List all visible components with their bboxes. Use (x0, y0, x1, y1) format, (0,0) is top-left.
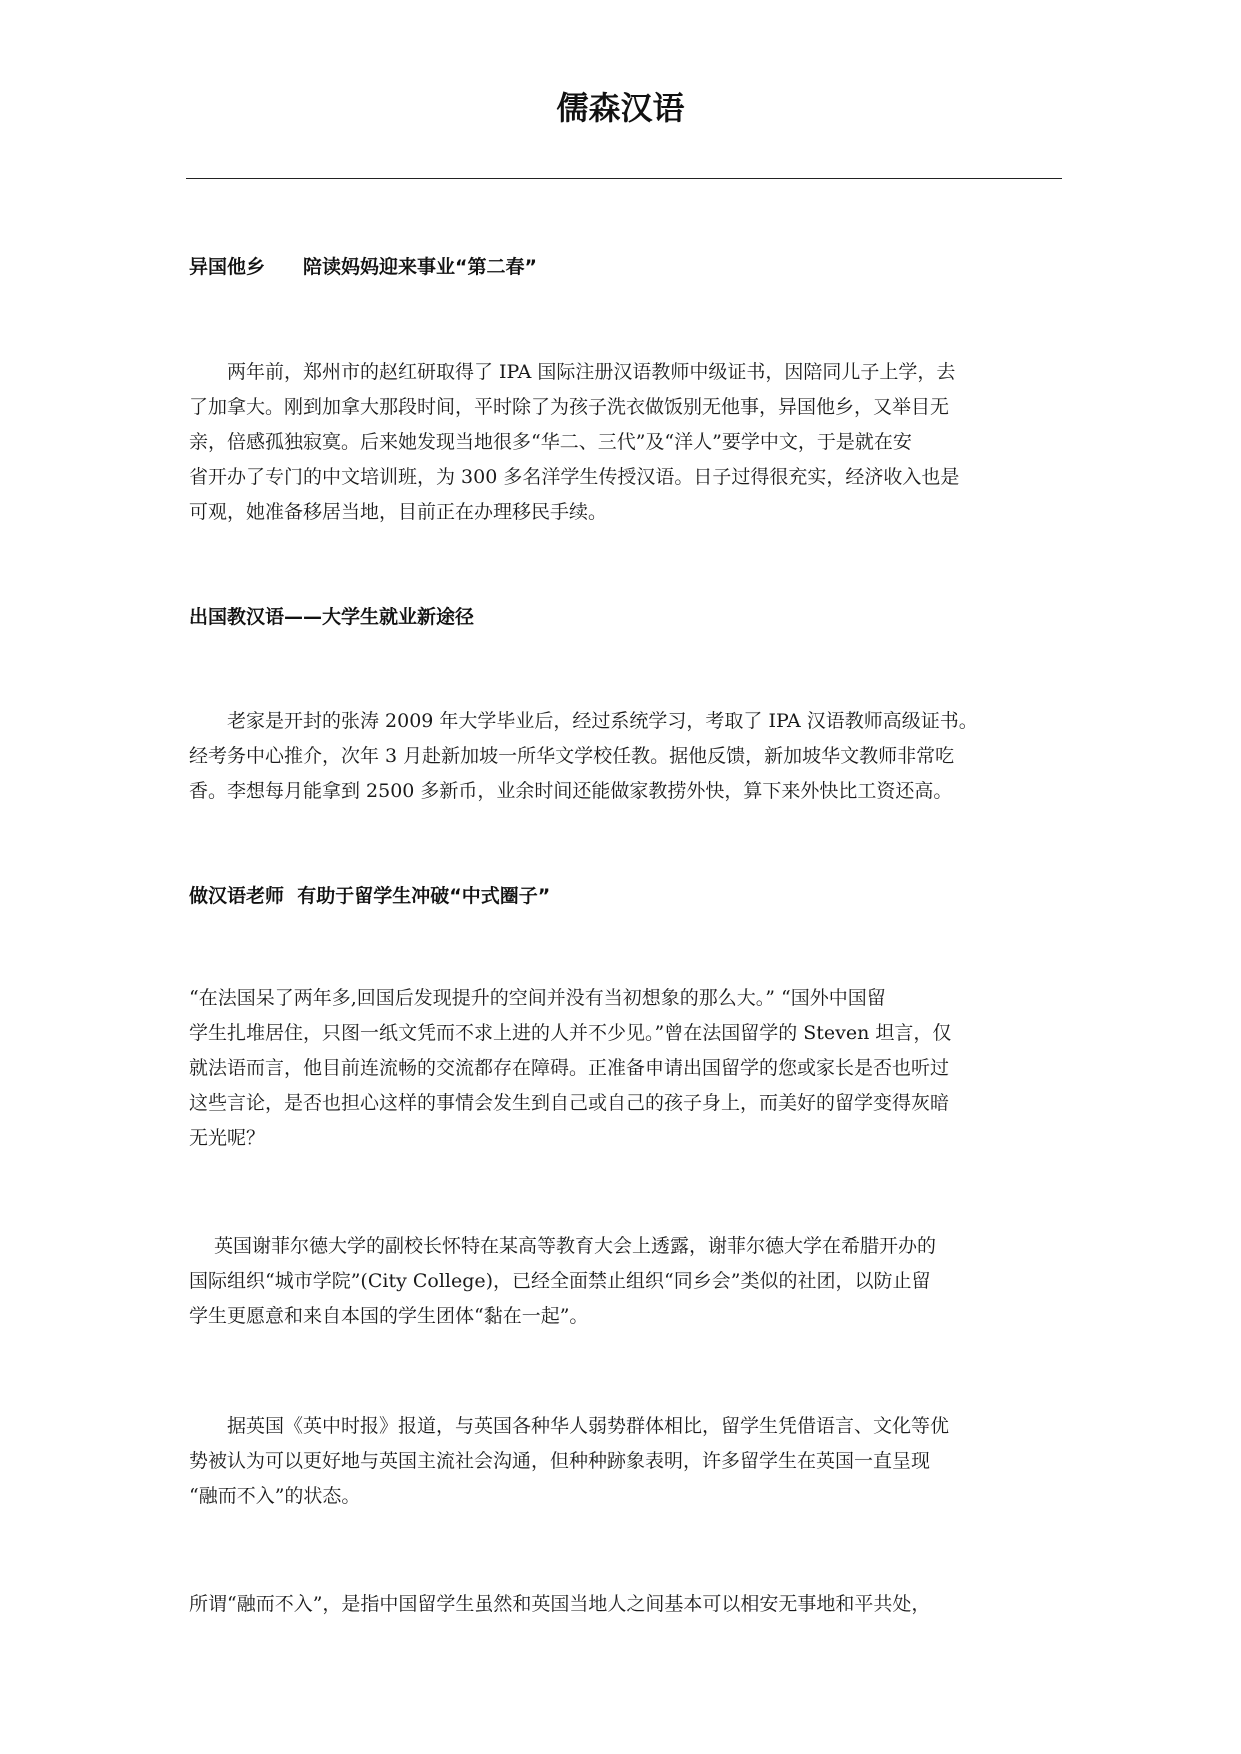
paragraph-line: 英国谢菲尔德大学的副校长怀特在某高等教育大会上透露，谢菲尔德大学在希腊开办的 (189, 1235, 937, 1257)
paragraph-line: 据英国《英中时报》报道，与英国各种华人弱势群体相比，留学生凭借语言、文化等优 (189, 1415, 950, 1437)
document-title: 儒森汉语 (556, 89, 685, 127)
paragraph (189, 1587, 1057, 1622)
paragraph-line: 国际组织“城市学院”(City College)，已经全面禁止组织“同乡会”类似的社团，以防止留 (189, 1270, 931, 1292)
paragraph-line: 这些言论，是否也担心这样的事情会发生到自己或自己的孩子身上，而美好的留学变得灰暗 (189, 1092, 950, 1114)
paragraph-line: 可观，她准备移居当地，目前正在办理移民手续。 (189, 501, 608, 523)
paragraph-line: 了加拿大。刚到加拿大那段时间，平时除了为孩子洗衣做饭别无他事，异国他乡，又举目无 (189, 396, 950, 418)
paragraph (189, 1409, 1057, 1514)
paragraph (189, 355, 1057, 530)
section-heading: 异国他乡 陪读妈妈迎来事业“第二春” (189, 256, 537, 278)
paragraph-line: 势被认为可以更好地与英国主流社会沟通，但种种跡象表明，许多留学生在英国一直呈现 (189, 1450, 931, 1472)
paragraph (189, 1229, 1057, 1334)
paragraph-line: 就法语而言，他目前连流畅的交流都存在障碍。正准备申请出国留学的您或家长是否也听过 (189, 1057, 950, 1079)
paragraph-line: “融而不入”的状态。 (189, 1485, 361, 1507)
paragraph-line: 无光呢？ (189, 1127, 266, 1149)
paragraph-line: 香。李想每月能拿到 2500 多新币，业余时间还能做家教捞外快，算下来外快比工资还高。 (189, 780, 953, 802)
paragraph-line: 所谓“融而不入”，是指中国留学生虽然和英国当地人之间基本可以相安无事地和平共处， (189, 1593, 931, 1615)
paragraph-line: 学生更愿意和来自本国的学生团体“黏在一起”。 (189, 1305, 589, 1327)
paragraph-line: 老家是开封的张涛 2009 年大学毕业后，经过系统学习，考取了 IPA 汉语教师高级证书。 (189, 710, 978, 732)
paragraph (189, 704, 1057, 809)
paragraph-line: 亲，倍感孤独寂寞。后来她发现当地很多“华二、三代”及“洋人”要学中文，于是就在安 (189, 431, 912, 453)
paragraph-line: 经考务中心推介，次年 3 月赴新加坡一所华文学校任教。据他反馈，新加坡华文教师非常吃 (189, 745, 955, 767)
section-heading: 出国教汉语——大学生就业新途径 (189, 606, 475, 628)
paragraph-line: 两年前，郑州市的赵红研取得了 IPA 国际注册汉语教师中级证书，因陪同儿子上学，去 (189, 361, 956, 383)
paragraph-line: “在法国呆了两年多,回国后发现提升的空间并没有当初想象的那么大。” “国外中国留 (189, 987, 886, 1009)
paragraph (189, 981, 1057, 1156)
paragraph-line: 省开办了专门的中文培训班，为 300 多名洋学生传授汉语。日子过得很充实，经济收入也是 (189, 466, 960, 488)
section-heading: 做汉语老师 有助于留学生冲破“中式圈子” (189, 885, 551, 907)
paragraph-line: 学生扎堆居住，只图一纸文凭而不求上进的人并不少见。”曾在法国留学的 Steven 坦言，仅 (189, 1022, 952, 1044)
title-divider (186, 178, 1062, 179)
